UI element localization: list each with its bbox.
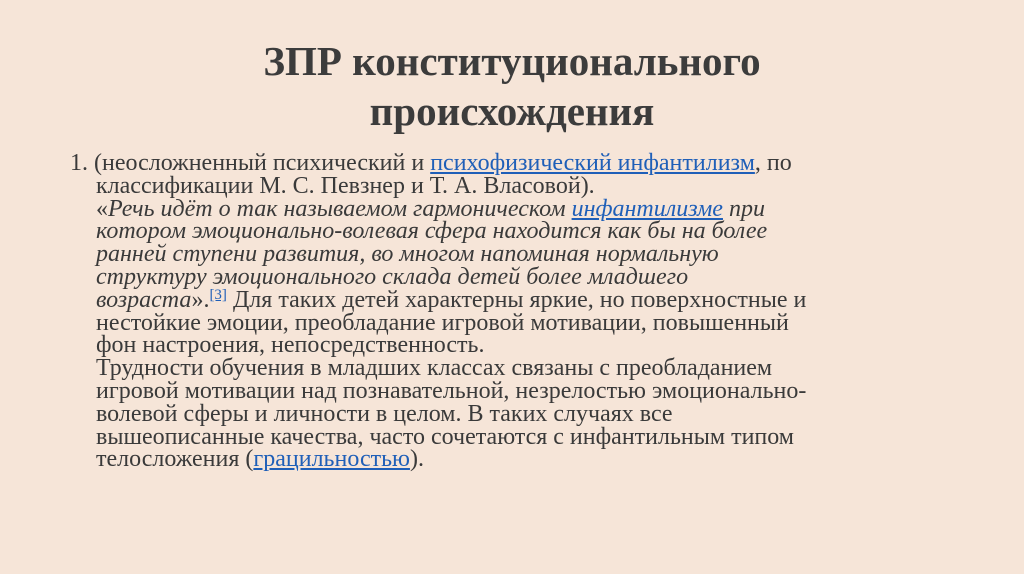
text-run: при	[722, 195, 765, 222]
body-line: вышеописанные качества, часто сочетаются с инфантильным типом	[96, 423, 794, 450]
body-line	[70, 152, 970, 175]
body-line: нестойкие эмоции, преобладание игровой мотивации, повышенный	[96, 309, 789, 336]
body-line: котором эмоционально-волевая сфера находится как бы на более	[96, 218, 768, 245]
body-line: фон настроения, непосредственность.	[96, 332, 485, 359]
body-line	[70, 286, 970, 313]
link-psychophysical-infantilism[interactable]: психофизический инфантилизм	[430, 150, 755, 176]
body-line: классификации М. С. Певзнер и Т. А. Власовой).	[96, 172, 595, 199]
title-line-2: происхождения	[369, 88, 655, 134]
body-line: волевой сферы и личности в целом. В таких случаях все	[96, 400, 673, 427]
body-line: ранней ступени развития, во многом напоминая нормальную	[96, 241, 719, 268]
text-run: , по	[754, 150, 792, 176]
link-infantilism[interactable]: инфантилизме	[571, 195, 723, 222]
body-line: структуру эмоционального склада детей более младшего	[96, 263, 689, 290]
text-run: ).	[409, 446, 424, 473]
quote-close: ».	[191, 286, 210, 313]
text-run: Для таких детей характерны яркие, но поверхностные и	[226, 286, 807, 313]
title-line-1: ЗПР конституционального	[263, 38, 761, 84]
body-line: игровой мотивации над познавательной, незрелостью эмоционально-	[96, 377, 807, 404]
text-run: 1. (неосложненный психический и	[70, 150, 431, 176]
slide-body	[70, 152, 970, 471]
text-run: Речь идёт о так называемом гармоническом	[108, 195, 572, 222]
body-line	[70, 195, 970, 222]
text-run: телосложения (	[96, 446, 254, 473]
link-gracility[interactable]: грацильностью	[253, 446, 410, 473]
body-line: Трудности обучения в младших классах связаны с преобладанием	[96, 355, 773, 382]
quote-open: «	[96, 195, 108, 222]
text-run: возраста	[96, 286, 192, 313]
body-line	[70, 448, 970, 471]
slide-title	[0, 36, 1024, 136]
reference-link-3[interactable]: [3]	[209, 286, 227, 303]
